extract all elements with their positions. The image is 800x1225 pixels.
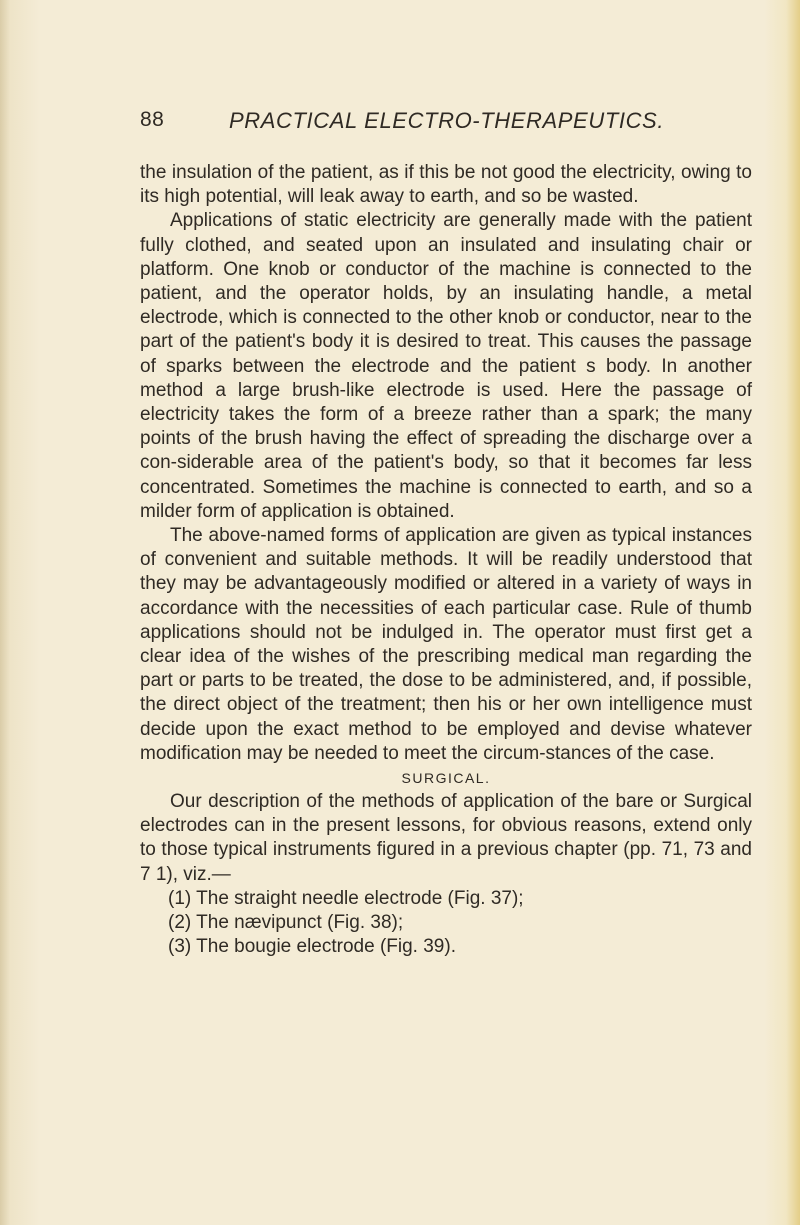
running-title: PRACTICAL ELECTRO-THERAPEUTICS. (229, 108, 665, 133)
list-item: (1) The straight needle electrode (Fig. 37); (168, 887, 524, 909)
paragraph-surgical: Our description of the methods of application of the bare or Surgical electrodes can in the present lessons, for obvious reasons, extend only to those typical instruments figured in a previous chapter (pp. 71, 73 and 7 1), viz.— (140, 791, 752, 885)
page-header (140, 108, 740, 138)
list-item: (3) The bougie electrode (Fig. 39). (168, 936, 456, 958)
list-item: (2) The nævipunct (Fig. 38); (168, 912, 404, 934)
page-number: 88 (140, 108, 165, 131)
section-heading: SURGICAL. (401, 770, 491, 787)
paragraph-continuation: the insulation of the patient, as if this be not good the electricity, owing to its high potential, will leak away to earth, and so be wasted. (140, 162, 752, 208)
paragraph-static-electricity: Applications of static electricity are generally made with the patient fully clothed, and seated upon an insulated and insulating chair or platform. One knob or conductor of the machine is connected to the patient, and the operator holds, by an insulating handle, a metal electrode, which is connected to the other knob or conductor, near to the part of the patient's body it is desired to treat. This causes the passage of sparks between the electrode and the patient s body. In another method a large brush-like electrode is used. Here the passage of electricity takes the form of a breeze rather than a spark; the many points of the brush having the effect of spreading the discharge over a con-siderable area of the patient's body, so that it becomes far less concentrated. Sometimes the machine is connected to earth, and so a milder form of application is obtained. (140, 210, 752, 522)
paragraph-forms-of-application: The above-named forms of application are given as typical instances of convenient and suitable methods. It will be readily understood that they may be advantageously modified or altered in a variety of ways in accordance with the necessities of each particular case. Rule of thumb applications should not be indulged in. The operator must first get a clear idea of the wishes of the prescribing medical man regarding the part or parts to be treated, the dose to be administered, and, if possible, the direct object of the treatment; then his or her own intelligence must decide upon the exact method to be employed and devise whatever modification may be needed to meet the circum-stances of the case. (140, 525, 752, 764)
body-text (140, 161, 752, 960)
